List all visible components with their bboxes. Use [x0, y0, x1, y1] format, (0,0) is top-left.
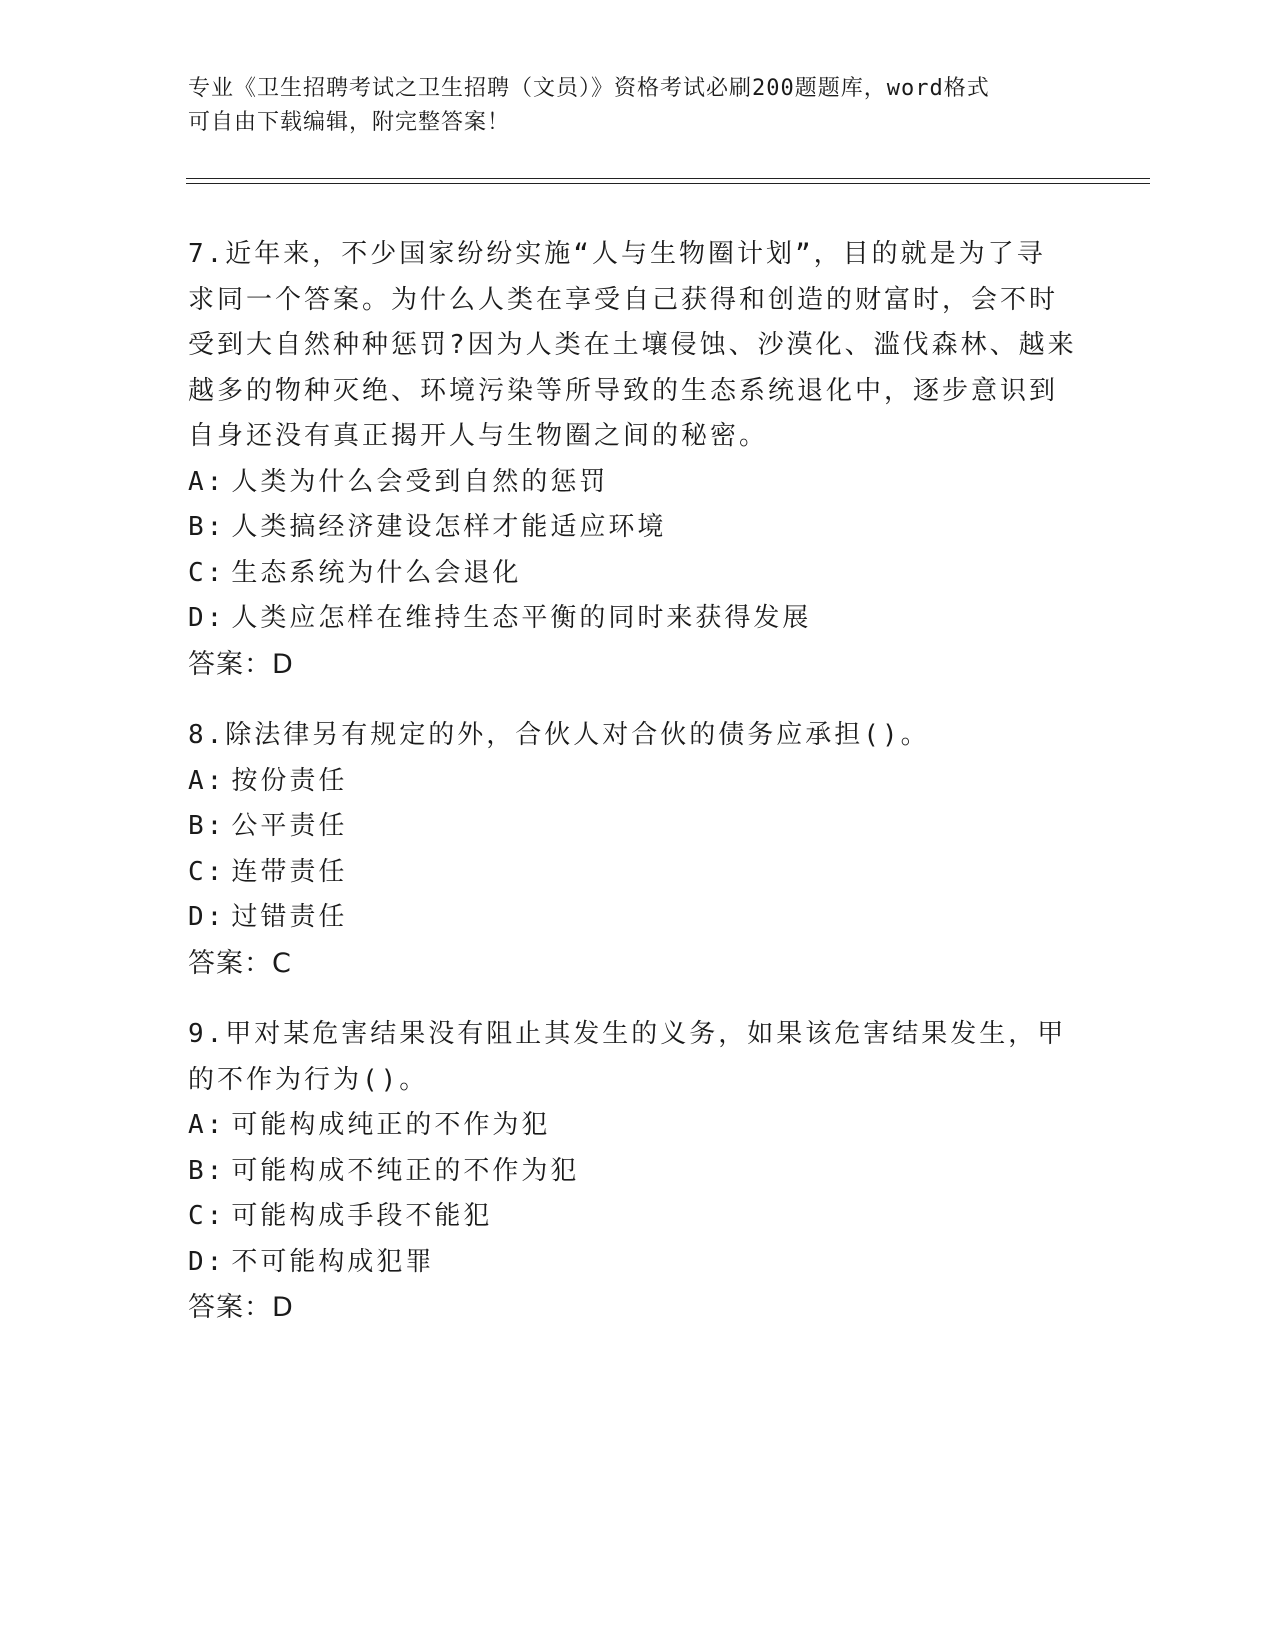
option-text: 过错责任 — [231, 902, 348, 932]
question-text-line: 7.近年来，不少国家纷纷实施“人与生物圈计划”，目的就是为了寻 — [188, 239, 1046, 269]
option-label: A: — [188, 1110, 226, 1140]
option-text: 人类为什么会受到自然的惩罚 — [231, 466, 609, 497]
answer-line: 答案：D — [188, 1292, 294, 1323]
option-b — [188, 804, 1088, 850]
header-divider-bottom — [186, 183, 1150, 184]
question-7 — [188, 232, 1088, 687]
option-d — [188, 895, 1088, 941]
option-text: 人类搞经济建设怎样才能适应环境 — [231, 512, 667, 542]
question-text-line: 8.除法律另有规定的外，合伙人对合伙的债务应承担()。 — [188, 720, 930, 750]
option-text: 可能构成纯正的不作为犯 — [231, 1110, 551, 1140]
option-c — [188, 1194, 1088, 1240]
header-title-line-1: 专业《卫生招聘考试之卫生招聘（文员）》资格考试必刷200题题库，word格式 — [188, 76, 990, 101]
option-text: 可能构成不纯正的不作为犯 — [231, 1155, 580, 1186]
option-text: 可能构成手段不能犯 — [231, 1201, 493, 1231]
option-text: 生态系统为什么会退化 — [231, 557, 522, 588]
option-a — [188, 759, 1088, 805]
option-c — [188, 551, 1088, 597]
option-text: 连带责任 — [231, 856, 348, 887]
option-label: B: — [188, 811, 226, 841]
option-d — [188, 596, 1088, 642]
option-a — [188, 1103, 1088, 1149]
header-divider-top — [186, 178, 1150, 179]
question-9 — [188, 1012, 1088, 1331]
option-d — [188, 1240, 1088, 1286]
question-text-line: 的不作为行为()。 — [188, 1064, 429, 1095]
question-text-line: 受到大自然种种惩罚?因为人类在土壤侵蚀、沙漠化、滥伐森林、越来 — [188, 330, 1077, 360]
answer-line: 答案：D — [188, 648, 294, 680]
option-text: 不可能构成犯罪 — [231, 1246, 435, 1277]
option-label: C: — [188, 856, 226, 887]
question-8 — [188, 713, 1088, 986]
option-c — [188, 850, 1088, 896]
option-label: B: — [188, 512, 226, 542]
option-label: A: — [188, 765, 226, 796]
option-label: C: — [188, 557, 226, 588]
question-text-line: 求同一个答案。为什么人类在享受自己获得和创造的财富时，会不时 — [188, 284, 1059, 315]
option-label: C: — [188, 1201, 226, 1231]
option-b — [188, 1149, 1088, 1195]
question-list — [188, 232, 1088, 1357]
option-a — [188, 460, 1088, 506]
answer-line: 答案：C — [188, 947, 292, 979]
question-text-line: 9.甲对某危害结果没有阻止其发生的义务，如果该危害结果发生，甲 — [188, 1019, 1067, 1049]
option-text: 按份责任 — [231, 765, 348, 796]
option-label: D: — [188, 603, 226, 633]
question-text-line: 越多的物种灭绝、环境污染等所导致的生态系统退化中，逐步意识到 — [188, 375, 1059, 406]
option-label: A: — [188, 466, 226, 497]
option-text: 人类应怎样在维持生态平衡的同时来获得发展 — [231, 603, 812, 633]
option-b — [188, 505, 1088, 551]
option-text: 公平责任 — [231, 811, 348, 841]
option-label: D: — [188, 902, 226, 932]
document-header — [188, 72, 1068, 140]
option-label: B: — [188, 1155, 226, 1186]
question-text-line: 自身还没有真正揭开人与生物圈之间的秘密。 — [188, 421, 769, 451]
header-title-line-2: 可自由下载编辑，附完整答案！ — [188, 110, 511, 135]
option-label: D: — [188, 1246, 226, 1277]
